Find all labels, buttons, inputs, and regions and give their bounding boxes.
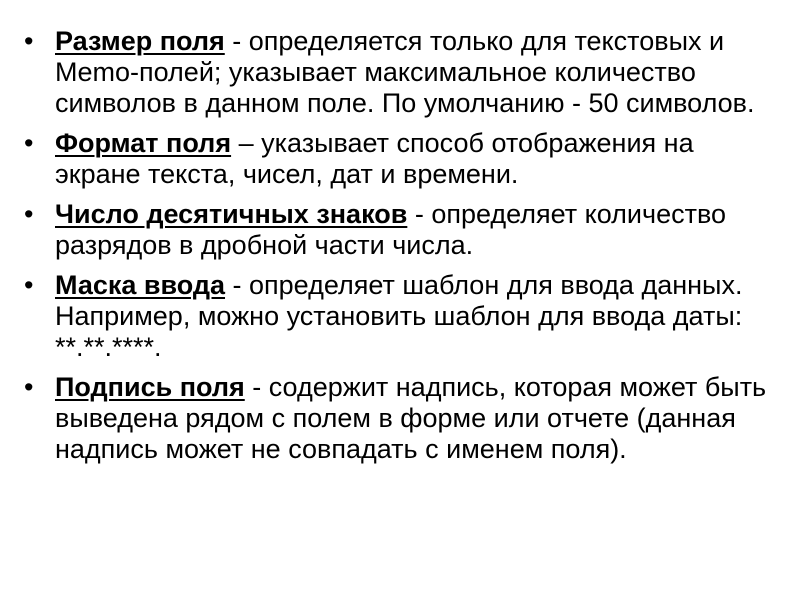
list-item-input-mask [24, 270, 786, 363]
description-field-size: - определяется только для текстовых и Memo-полей; указывает максимальное количество символов в данном поле. По умолчанию - 50 символов. [55, 26, 755, 118]
term-field-format: Формат поля [55, 128, 232, 158]
list-item-field-format [24, 128, 786, 190]
description-field-caption: - содержит надпись, которая может быть выведена рядом с полем в форме или отчете (данная надпись может не совпадать с именем поля). [55, 372, 767, 464]
bullet-icon: • [24, 372, 34, 402]
description-decimal-places: - определяет количество разрядов в дробной части числа. [55, 199, 727, 260]
bullet-icon: • [24, 270, 34, 300]
description-field-format: – указывает способ отображения на экране текста, чисел, дат и времени. [55, 128, 694, 189]
list-item-field-size [24, 26, 786, 119]
bullet-icon: • [24, 26, 34, 56]
description-input-mask: - определяет шаблон для ввода данных. Например, можно установить шаблон для ввода даты: **.**.****. [55, 270, 743, 362]
list-item-decimal-places [24, 199, 786, 261]
term-input-mask: Маска ввода [55, 270, 226, 300]
term-field-caption: Подпись поля [55, 372, 245, 402]
field-properties-list [24, 26, 786, 465]
bullet-icon: • [24, 199, 34, 229]
term-decimal-places: Число десятичных знаков [55, 199, 408, 229]
list-item-field-caption [24, 372, 786, 465]
term-field-size: Размер поля [55, 26, 225, 56]
bullet-icon: • [24, 128, 34, 158]
